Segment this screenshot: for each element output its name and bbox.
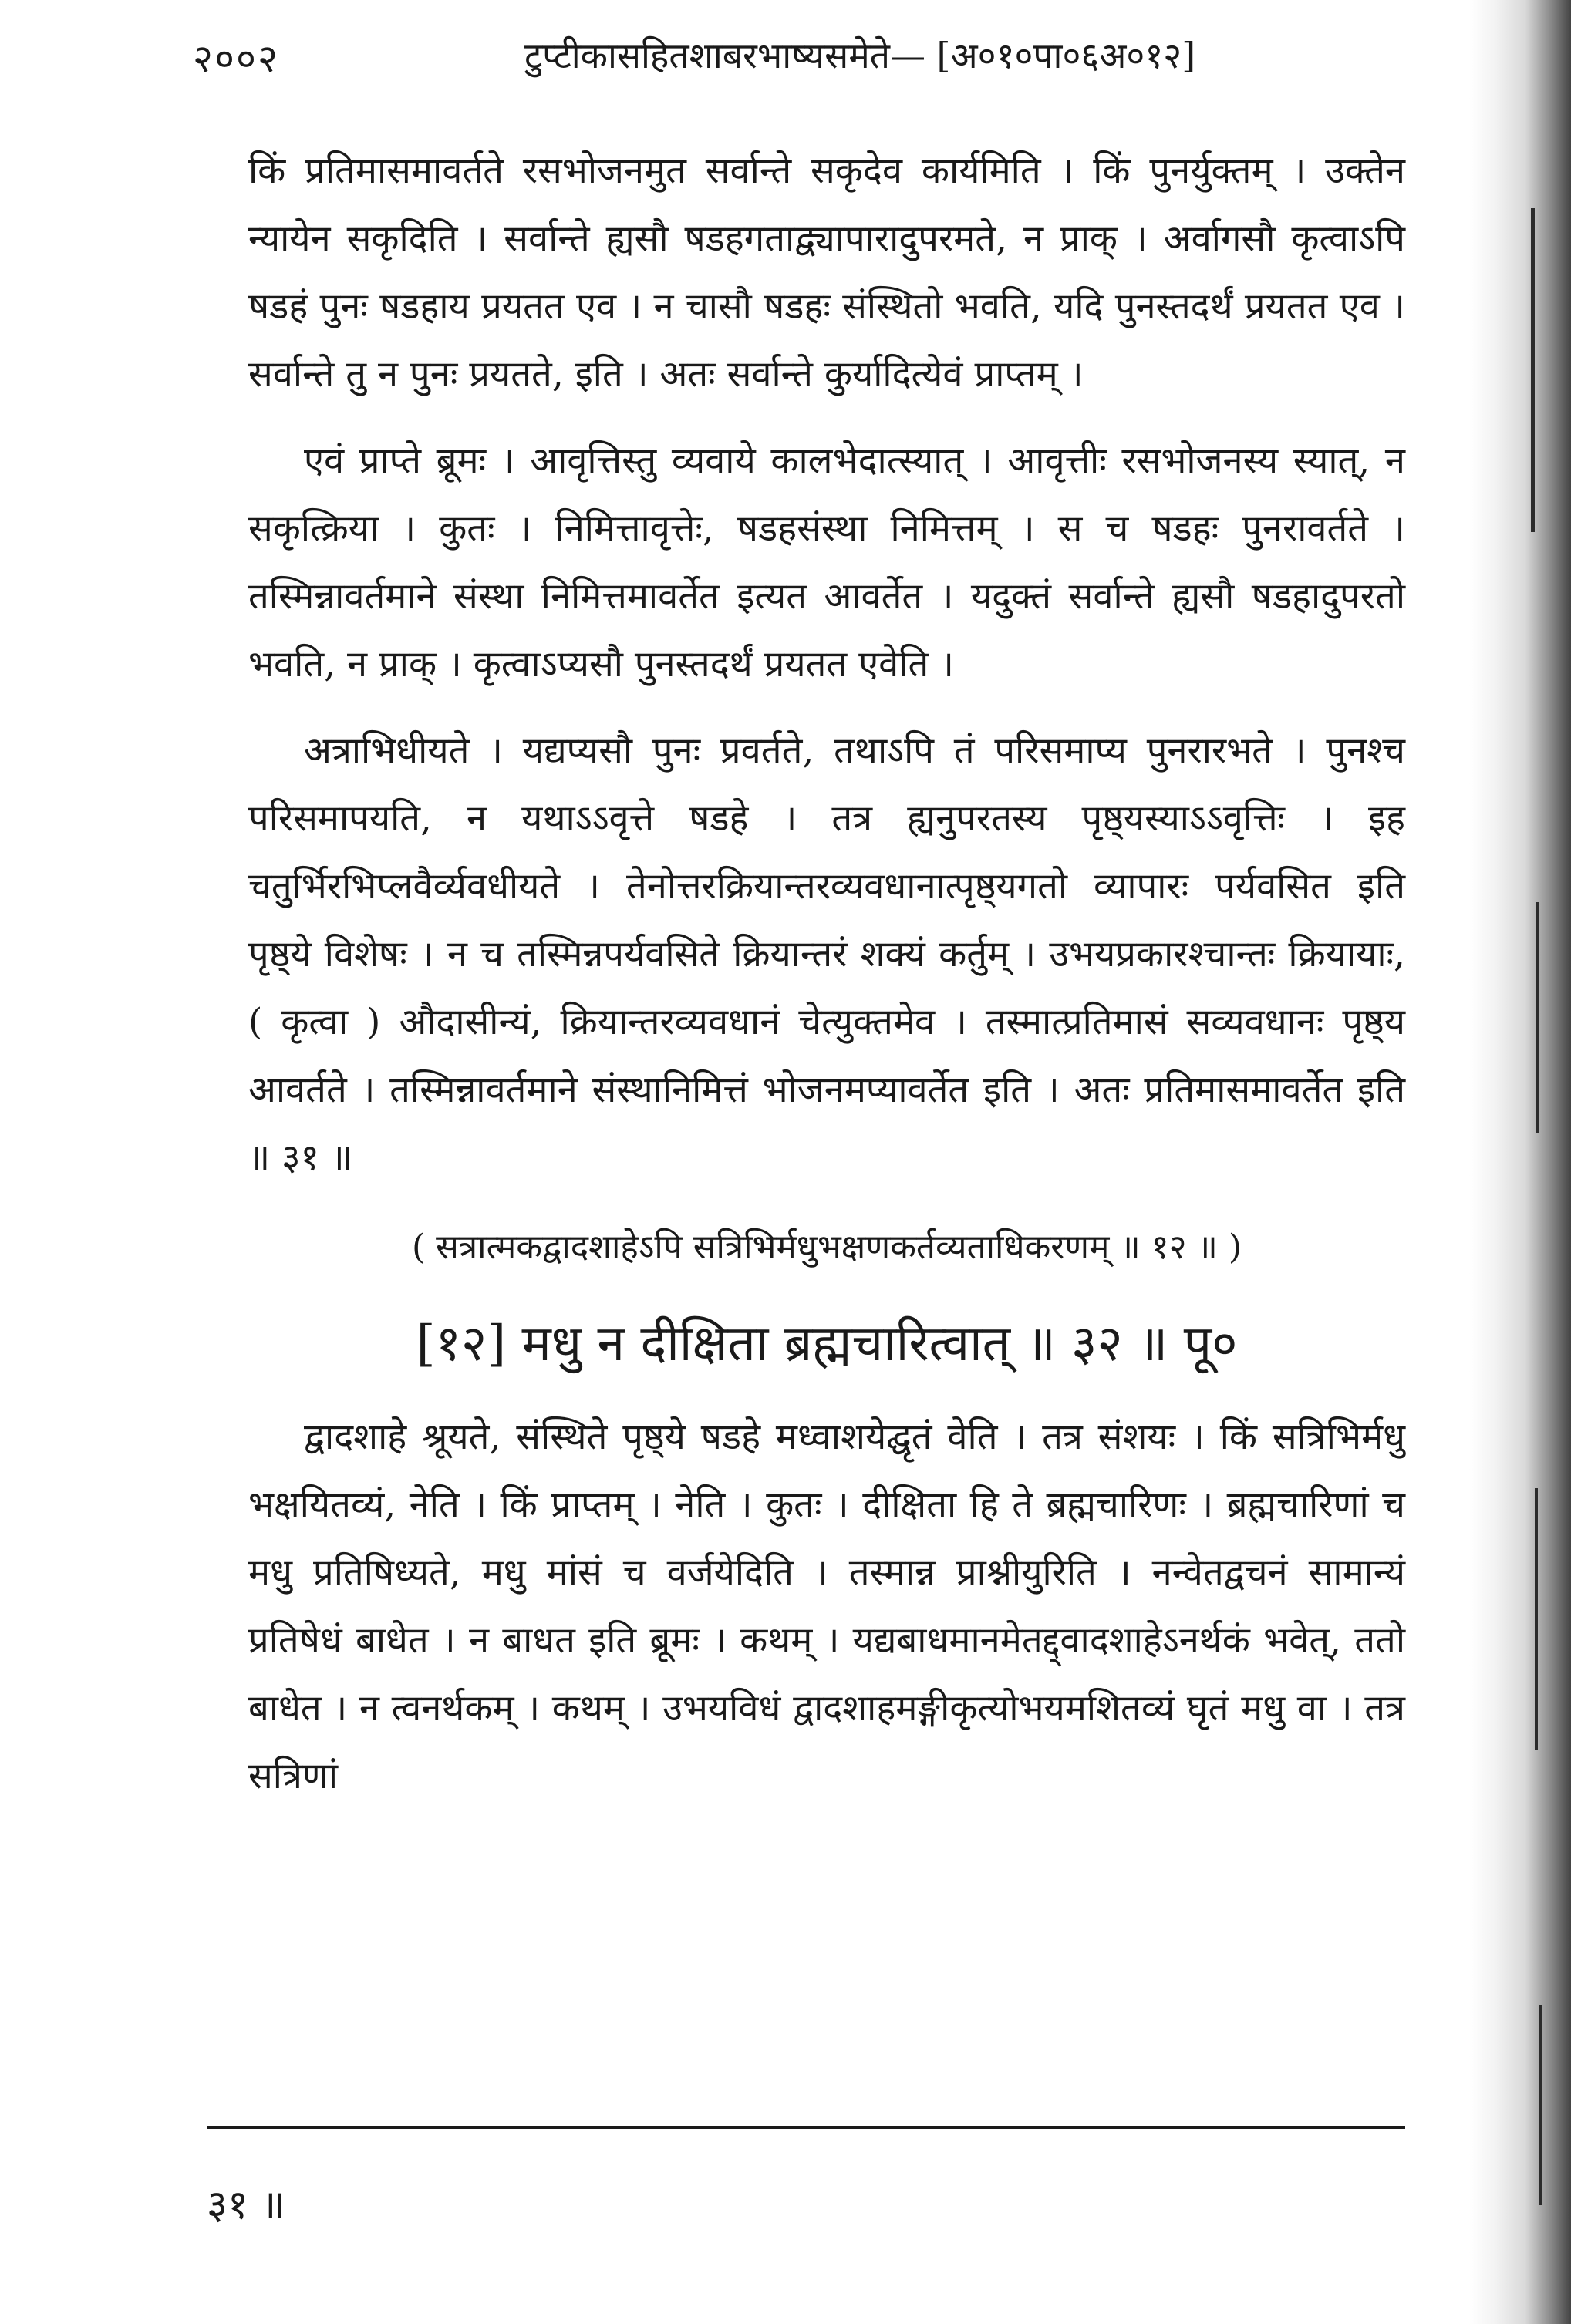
adhikarana-title: ( सत्रात्मकद्वादशाहेऽपि सत्रिभिर्मधुभक्षणकर्तव्यताधिकरणम् ॥ १२ ॥ ): [412, 1228, 1242, 1267]
paragraph-purvapaksha-conclusion: किं प्रतिमासमावर्तते रसभोजनमुत सर्वान्ते सकृदेव कार्यमिति । किं पुनर्युक्तम् । उक्तेन न्यायेन सकृदिति । सर्वान्ते ह्यसौ षडहगताद्व्यापारादुपरमते, न प्राक् । अर्वागसौ कृत्वाऽपि षडहं पुनः षडहाय प्रयतत एव । न चासौ षडहः संस्थितो भवति, यदि पुनस्तदर्थं प्रयतत एव । सर्वान्ते तु न पुनः प्रयतते, इति । अतः सर्वान्ते कुर्यादित्येवं प्राप्तम् ।: [248, 150, 1405, 396]
sutra-heading: [१२] मधु न दीक्षिता ब्रह्मचारित्वात् ॥ ३२ ॥ पू०: [416, 1315, 1238, 1373]
paragraph-siddhanta: एवं प्राप्ते ब्रूमः । आवृत्तिस्तु व्यवाये कालभेदात्स्यात् । आवृत्तीः रसभोजनस्य स्यात्, न सकृत्क्रिया । कुतः । निमित्तावृत्तेः, षडहसंस्था निमित्तम् । स च षडहः पुनरावर्तते । तस्मिन्नावर्तमाने संस्था निमित्तमावर्तेत इत्यत आवर्तेत । यदुक्तं सर्वान्ते ह्यसौ षडहादुपरतो भवति, न प्राक् । कृत्वाऽप्यसौ पुनस्तदर्थं प्रयतत एवेति ।: [248, 440, 1405, 685]
main-text: [248, 137, 1405, 1810]
scanned-binding-edge: [1469, 0, 1571, 2324]
binding-mark: [1531, 208, 1535, 532]
footnote: ३१ ॥: [207, 2182, 285, 2228]
binding-mark: [1535, 1488, 1538, 1750]
paragraph-bhashya: द्वादशाहे श्रूयते, संस्थिते पृष्ठ्ये षडहे मध्वाशयेद्घृतं वेति । तत्र संशयः । किं सत्रिभिर्मधु भक्षयितव्यं, नेति । किं प्राप्तम् । नेति । कुतः । दीक्षिता हि ते ब्रह्मचारिणः । ब्रह्मचारिणां च मधु प्रतिषिध्यते, मधु मांसं च वर्जयेदिति । तस्मान्न प्राश्नीयुरिति । नन्वेतद्वचनं सामान्यं प्रतिषेधं बाधेत । न बाधत इति ब्रूमः । कथम् । यद्यबाधमानमेतद्द्वादशाहेऽनर्थकं भवेत्, ततो बाधेत । न त्वनर्थकम् । कथम् । उभयविधं द्वादशाहमङ्गीकृत्योभयमशितव्यं घृतं मधु वा । तत्र सत्रिणां: [248, 1416, 1405, 1797]
page-number: २००२: [193, 36, 279, 81]
binding-mark: [1539, 2005, 1542, 2205]
paragraph-explanation: अत्राभिधीयते । यद्यप्यसौ पुनः प्रवर्तते, तथाऽपि तं परिसमाप्य पुनरारभते । पुनश्च परिसमापयति, न यथाऽऽवृत्ते षडहे । तत्र ह्यनुपरतस्य पृष्ठ्यस्याऽऽवृत्तिः । इह चतुर्भिरभिप्लवैर्व्यवधीयते । तेनोत्तरक्रियान्तरव्यवधानात्पृष्ठ्यगतो व्यापारः पर्यवसित इति पृष्ठ्ये विशेषः । न च तस्मिन्नपर्यवसिते क्रियान्तरं शक्यं कर्तुम् । उभयप्रकारश्चान्तः क्रियायाः, ( कृत्वा ) औदासीन्यं, क्रियान्तरव्यवधानं चेत्युक्तमेव । तस्मात्प्रतिमासं सव्यवधानः पृष्ठ्य आवर्तते । तस्मिन्नावर्तमाने संस्थानिमित्तं भोजनमप्यावर्तेत इति । अतः प्रतिमासमावर्तेत इति ॥ ३१ ॥: [248, 729, 1405, 1179]
page-header: [193, 31, 1419, 93]
footnote-divider: [207, 2126, 1405, 2129]
running-head: टुप्टीकासहितशाबरभाष्यसमेते— [अ०१०पा०६अ०१२]: [524, 35, 1196, 76]
binding-mark: [1536, 902, 1539, 1133]
